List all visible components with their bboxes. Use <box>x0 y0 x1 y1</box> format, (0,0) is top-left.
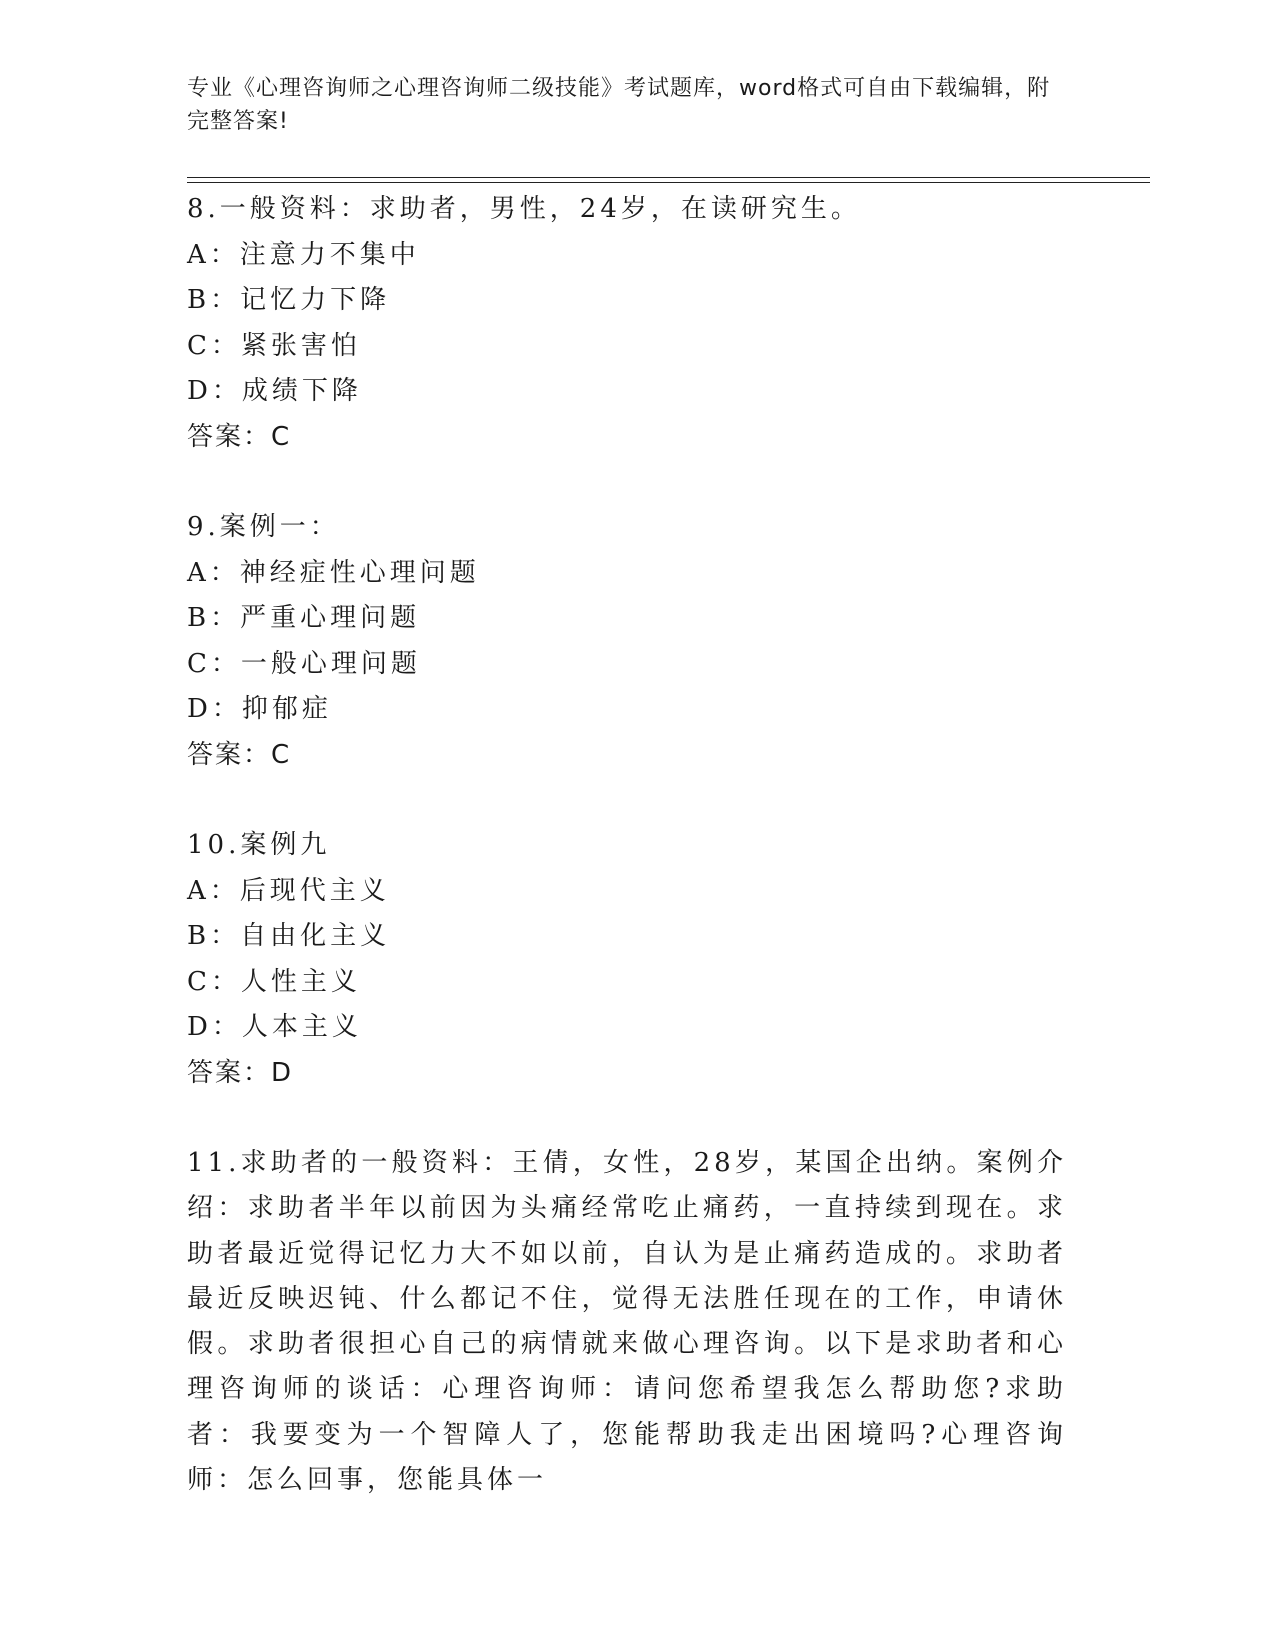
question-9 <box>187 505 1067 778</box>
question-8 <box>187 187 1067 460</box>
question-paragraph: 11.求助者的一般资料：王倩，女性，28岁，某国企出纳。案例介绍：求助者半年以前因为头痛经常吃止痛药，一直持续到现在。求助者最近觉得记忆力大不如以前，自认为是止痛药造成的。求助者最近反映迟钝、什么都记不住，觉得无法胜任现在的工作，申请休假。求助者很担心自己的病情就来做心理咨询。以下是求助者和心理咨询师的谈话：心理咨询师：请问您希望我怎么帮助您?求助者：我要变为一个智障人了，您能帮助我走出困境吗?心理咨询师：怎么回事，您能具体一 <box>187 1148 1067 1496</box>
option-b: B：记忆力下降 <box>187 285 391 315</box>
option-c: C：人性主义 <box>187 966 361 997</box>
option-b: B：自由化主义 <box>187 921 391 951</box>
question-list <box>187 187 1067 1503</box>
question-stem: 10.案例九 <box>187 830 331 860</box>
option-d: D：人本主义 <box>187 1012 362 1042</box>
document-header: 专业《心理咨询师之心理咨询师二级技能》考试题库，word格式可自由下载编辑，附完整答案! <box>187 76 1051 134</box>
option-c: C：一般心理问题 <box>187 648 421 679</box>
option-a: A：神经症性心理问题 <box>187 557 480 588</box>
spacer <box>187 1096 1067 1141</box>
answer-line: 答案：C <box>187 739 292 770</box>
option-b: B：严重心理问题 <box>187 603 421 633</box>
option-d: D：抑郁症 <box>187 694 332 724</box>
spacer <box>187 460 1067 505</box>
option-a: A：后现代主义 <box>187 875 390 906</box>
option-a: A：注意力不集中 <box>187 239 420 270</box>
header-rule-bottom <box>187 182 1150 183</box>
spacer <box>187 778 1067 823</box>
question-stem: 9.案例一： <box>187 512 340 542</box>
option-c: C：紧张害怕 <box>187 330 361 361</box>
question-11 <box>187 1141 1067 1503</box>
answer-line: 答案：D <box>187 1057 294 1088</box>
question-10 <box>187 823 1067 1096</box>
header-rule-top <box>187 177 1150 178</box>
answer-line: 答案：C <box>187 421 292 452</box>
question-stem: 8.一般资料：求助者，男性，24岁，在读研究生。 <box>187 194 861 224</box>
option-d: D：成绩下降 <box>187 376 362 406</box>
